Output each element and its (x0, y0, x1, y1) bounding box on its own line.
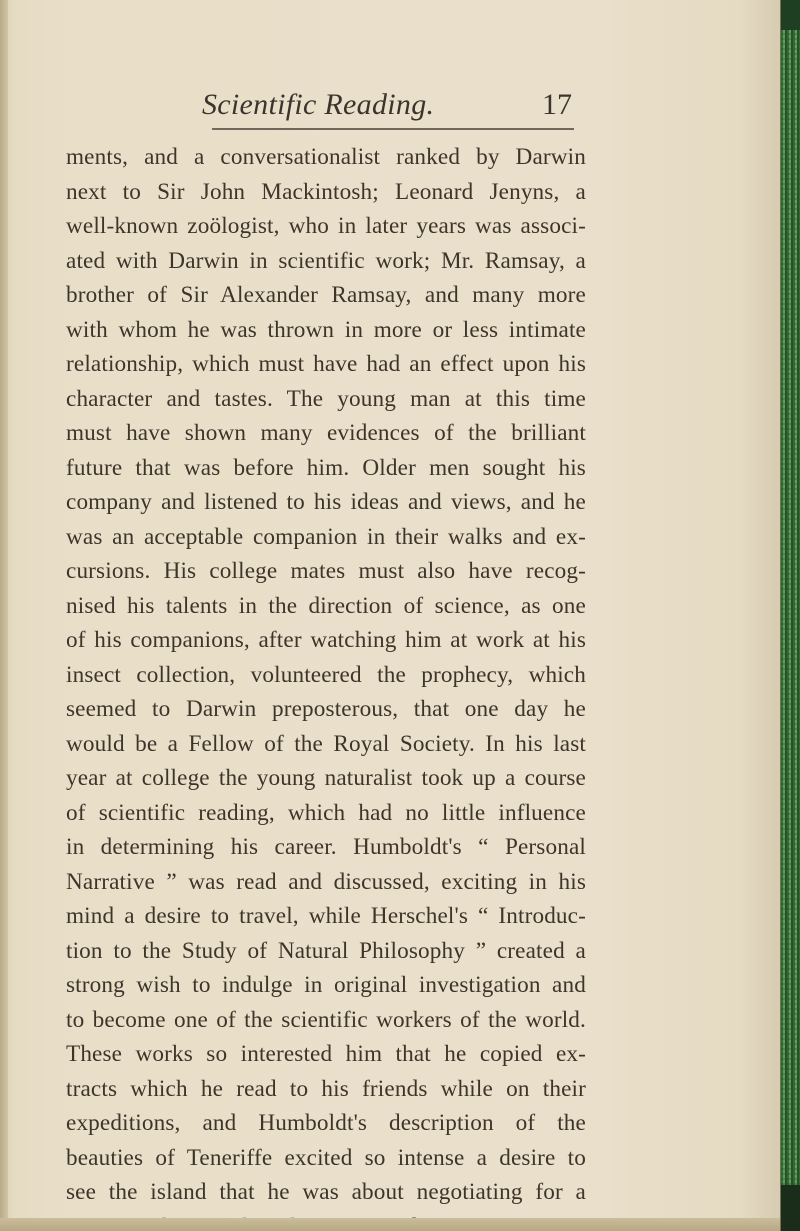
text-line: Narrative ” was read and discussed, exciting in his (66, 868, 586, 895)
text-line: nised his talents in the direction of science, as one (66, 592, 586, 619)
page-number: 17 (542, 88, 572, 121)
page-header (0, 78, 780, 126)
text-line: see the island that he was about negotiating for a (66, 1179, 586, 1205)
text-line: well-known zoölogist, who in later years was associ- (66, 213, 586, 239)
text-line: year at college the young naturalist took up a course (66, 765, 586, 791)
body-text (66, 140, 586, 1231)
page-gutter-edge (0, 0, 8, 1231)
text-line: insect collection, volunteered the prophecy, which (66, 661, 586, 688)
cover-edge-strip (780, 0, 800, 1231)
text-line: tion to the Study of Natural Philosophy ” created a (66, 937, 586, 964)
text-line: brother of Sir Alexander Ramsay, and many more (66, 282, 586, 308)
text-line: character and tastes. The young man at this time (66, 385, 586, 412)
text-line: company and listened to his ideas and views, and he (66, 489, 586, 515)
text-line: mind a desire to travel, while Herschel's “ Introduc- (66, 903, 586, 929)
text-line: would be a Fellow of the Royal Society. In his last (66, 730, 586, 757)
text-line: strong wish to indulge in original investigation and (66, 972, 586, 998)
text-line: future that was before him. Older men sought his (66, 454, 586, 481)
running-head: Scientific Reading. (202, 88, 435, 121)
text-line: relationship, which must have had an effect upon his (66, 351, 586, 377)
header-rule (212, 128, 574, 130)
text-line: seemed to Darwin preposterous, that one day he (66, 696, 586, 722)
text-line: next to Sir John Mackintosh; Leonard Jenyns, a (66, 178, 586, 205)
text-line: beauties of Teneriffe excited so intense a desire to (66, 1144, 586, 1171)
text-line: These works so interested him that he copied ex- (66, 1041, 586, 1067)
text-line: ated with Darwin in scientific work; Mr. Ramsay, a (66, 247, 586, 274)
text-line: ments, and a conversationalist ranked by Darwin (66, 144, 586, 170)
text-line: of scientific reading, which had no little influence (66, 799, 586, 826)
text-line: with whom he was thrown in more or less intimate (66, 316, 586, 343)
text-line: must have shown many evidences of the brilliant (66, 420, 586, 446)
text-line: expeditions, and Humboldt's description of the (66, 1110, 586, 1136)
text-line: to become one of the scientific workers of the world. (66, 1006, 586, 1033)
page-bottom-edge (0, 1218, 800, 1231)
cover-edge-bottom (781, 1185, 800, 1231)
text-line: in determining his career. Humboldt's “ Personal (66, 834, 586, 860)
text-line: tracts which he read to his friends while on their (66, 1075, 586, 1102)
cover-edge-top (781, 0, 800, 30)
text-line: cursions. His college mates must also have recog- (66, 558, 586, 584)
text-line: was an acceptable companion in their walks and ex- (66, 523, 586, 550)
text-line: of his companions, after watching him at work at his (66, 627, 586, 653)
